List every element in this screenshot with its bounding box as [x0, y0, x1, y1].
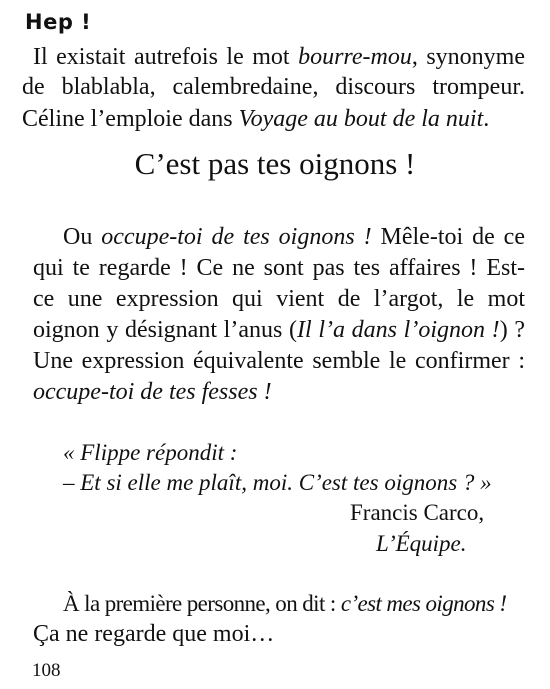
body-italic-phrase: occupe-toi de tes oignons !	[101, 224, 372, 250]
body-line-6	[33, 377, 272, 407]
body-text: Mêle-toi de ce	[371, 224, 525, 250]
body-italic-phrase: Il l’a dans l’oignon !	[297, 317, 500, 343]
body-text: oignon y désignant l’anus (	[33, 317, 297, 343]
quote-source	[376, 529, 467, 559]
section-marker: Hep !	[25, 10, 92, 34]
body-line-1	[63, 222, 525, 252]
intro-text: , synonyme	[411, 44, 525, 70]
intro-italic-word: bourre-mou	[298, 44, 412, 70]
intro-text: Il existait autrefois le mot	[33, 44, 299, 70]
quote-source-title: L’Équipe.	[376, 531, 467, 556]
entry-title: C’est pas tes oignons !	[134, 146, 416, 181]
body-line-5: Une expression équivalente semble le confirmer :	[33, 348, 525, 374]
intro-line-2: de blablabla, calembredaine, discours trompeur.	[22, 74, 525, 100]
body-line-2: qui te regarde ! Ce ne sont pas tes affaires ! Est-	[33, 255, 525, 281]
closing-italic-phrase: c’est mes oignons !	[340, 591, 507, 616]
quote-text: – Et si elle me plaît, moi. C’est tes oignons ? »	[63, 470, 492, 495]
quote-text: « Flippe répondit :	[63, 440, 238, 465]
intro-book-title: Voyage au bout de la nuit	[238, 106, 484, 132]
closing-line-1	[63, 589, 506, 619]
page-number: 108	[32, 660, 61, 681]
body-line-4	[33, 315, 525, 345]
quote-line-2	[63, 468, 492, 498]
body-text: Ou	[63, 224, 102, 250]
intro-text: .	[483, 106, 490, 132]
closing-text: À la première personne, on dit :	[63, 591, 341, 616]
body-text: ) ?	[499, 317, 526, 343]
body-italic-phrase: occupe-toi de tes fesses !	[33, 379, 272, 405]
intro-line-3	[22, 104, 489, 134]
intro-text: Céline l’emploie dans	[22, 106, 239, 132]
intro-line-1	[33, 42, 525, 72]
quote-author: Francis Carco,	[350, 500, 485, 525]
body-line-3: ce une expression qui vient de l’argot, le mot	[33, 286, 525, 312]
closing-line-2: Ça ne regarde que moi…	[33, 621, 275, 647]
quote-line-1	[63, 438, 237, 468]
